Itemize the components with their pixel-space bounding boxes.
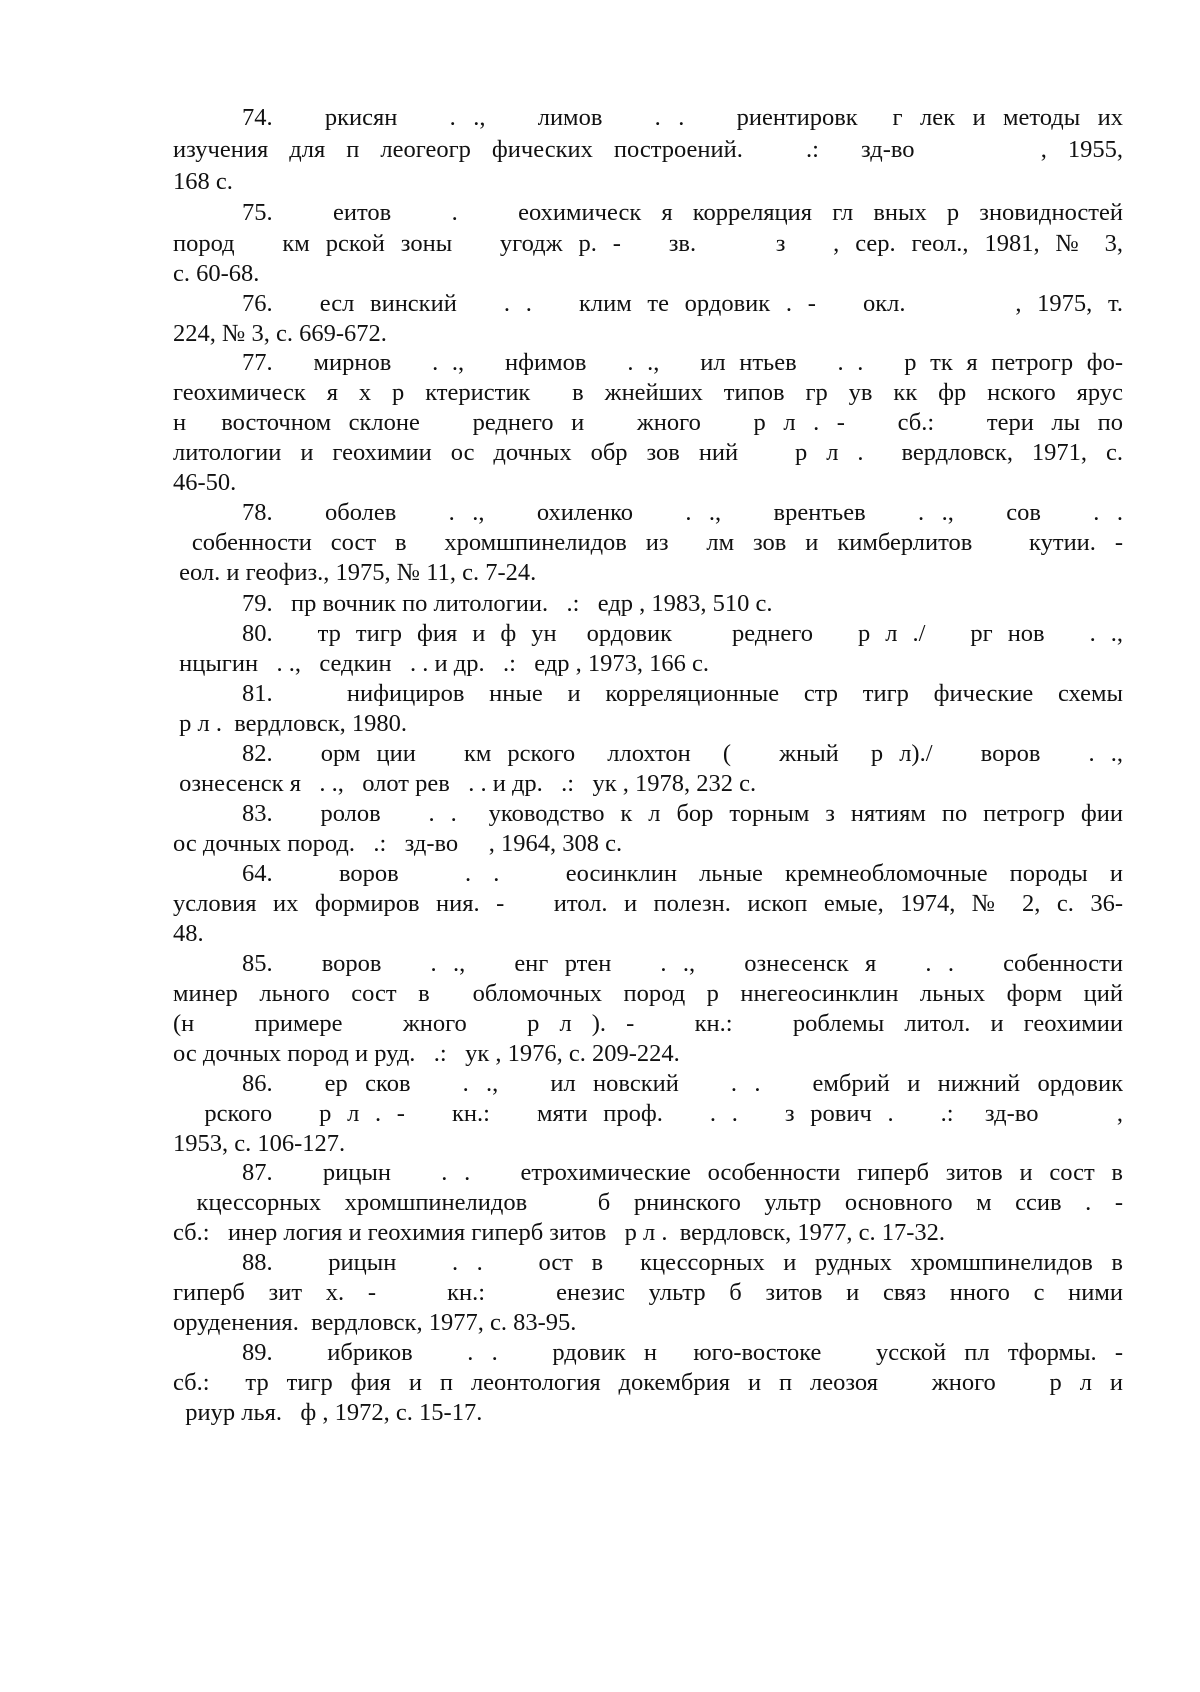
reference-line: (н примере жного р л ). - кн.: роблемы литол. и геохимии <box>173 1010 1123 1037</box>
reference-line-first: 77. мирнов . ., нфимов . ., ил нтьев . . р тк я петрогр фо- <box>242 349 1123 376</box>
reference-line: сб.: инер логия и геохимия гиперб зитов р л . вердловск, 1977, с. 17-32. <box>173 1219 946 1246</box>
reference-line: оруденения. вердловск, 1977, с. 83-95. <box>173 1309 577 1336</box>
reference-line-first: 80. тр тигр фия и ф ун ордовик реднего р л ./ рг нов . ., <box>242 620 1123 647</box>
reference-line: гиперб зит х. - кн.: енезис ультр б зитов и связ нного с ними <box>173 1279 1123 1306</box>
reference-line: ознесенск я . ., олот рев . . и др. .: ук , 1978, 232 с. <box>173 770 757 797</box>
reference-line: ос дочных пород и руд. .: ук , 1976, с. 209-224. <box>173 1040 680 1067</box>
reference-line: 1953, с. 106-127. <box>173 1130 346 1157</box>
reference-line-first: 79. пр вочник по литологии. .: едр , 1983, 510 с. <box>242 590 773 617</box>
reference-line: 48. <box>173 920 204 947</box>
reference-line: с. 60-68. <box>173 260 260 287</box>
reference-line: изучения для п леогеогр фических построений. .: зд-во , 1955, <box>173 136 1123 163</box>
reference-line: риур лья. ф , 1972, с. 15-17. <box>173 1399 483 1426</box>
reference-line: сб.: тр тигр фия и п леонтология докембрия и п леозоя жного р л и <box>173 1369 1123 1396</box>
reference-line: ос дочных пород. .: зд-во , 1964, 308 с. <box>173 830 623 857</box>
reference-line-first: 64. воров . . еосинклин льные кремнеобломочные породы и <box>242 860 1123 887</box>
reference-line-first: 75. еитов . еохимическ я корреляция гл вных р зновидностей <box>242 199 1123 226</box>
reference-line-first: 74. ркисян . ., лимов . . риентировк г лек и методы их <box>242 104 1123 131</box>
reference-line: н восточном склоне реднего и жного р л . - сб.: тери лы по <box>173 409 1123 436</box>
reference-line-first: 81. нифициров нные и корреляционные стр тигр фические схемы <box>242 680 1123 707</box>
reference-line: условия их формиров ния. - итол. и полезн. ископ емые, 1974, № 2, с. 36- <box>173 890 1123 917</box>
reference-line: нцыгин . ., седкин . . и др. .: едр , 1973, 166 с. <box>173 650 710 677</box>
reference-line: минер льного сост в обломочных пород р ннегеосинклин льных форм ций <box>173 980 1123 1007</box>
reference-line: кцессорных хромшпинелидов б рнинского ультр основного м ссив . - <box>173 1189 1123 1216</box>
reference-line: литологии и геохимии ос дочных обр зов ний р л . вердловск, 1971, с. <box>173 439 1123 466</box>
reference-line-first: 86. ер сков . ., ил новский . . ембрий и нижний ордовик <box>242 1070 1123 1097</box>
reference-line: геохимическ я х р ктеристик в жнейших типов гр ув кк фр нского ярус <box>173 379 1123 406</box>
reference-line: еол. и геофиз., 1975, № 11, с. 7-24. <box>173 559 537 586</box>
reference-line-first: 87. рицын . . етрохимические особенности гиперб зитов и сост в <box>242 1159 1123 1186</box>
reference-line: рского р л . - кн.: мяти проф. . . з рович . .: зд-во , <box>173 1100 1123 1127</box>
reference-line-first: 85. воров . ., енг ртен . ., ознесенск я . . собенности <box>242 950 1123 977</box>
reference-line: пород км рской зоны угодж р. - зв. з , сер. геол., 1981, № 3, <box>173 230 1123 257</box>
reference-line-first: 83. ролов . . уководство к л бор торным з нятиям по петрогр фии <box>242 800 1123 827</box>
reference-line-first: 88. рицын . . ост в кцессорных и рудных хромшпинелидов в <box>242 1249 1123 1276</box>
reference-line-first: 82. орм ции км рского ллохтон ( жный р л)./ воров . ., <box>242 740 1123 767</box>
reference-line-first: 89. ибриков . . рдовик н юго-востоке усской пл тформы. - <box>242 1339 1123 1366</box>
reference-line: 168 с. <box>173 168 233 195</box>
reference-line: 224, № 3, с. 669-672. <box>173 320 387 347</box>
reference-line-first: 76. есл винский . . клим те ордовик . - окл. , 1975, т. <box>242 290 1123 317</box>
reference-line-first: 78. оболев . ., охиленко . ., врентьев . ., сов . . <box>242 499 1123 526</box>
reference-line: 46-50. <box>173 469 237 496</box>
reference-line: собенности сост в хромшпинелидов из лм зов и кимберлитов кутии. - <box>173 529 1123 556</box>
reference-line: р л . вердловск, 1980. <box>173 710 407 737</box>
